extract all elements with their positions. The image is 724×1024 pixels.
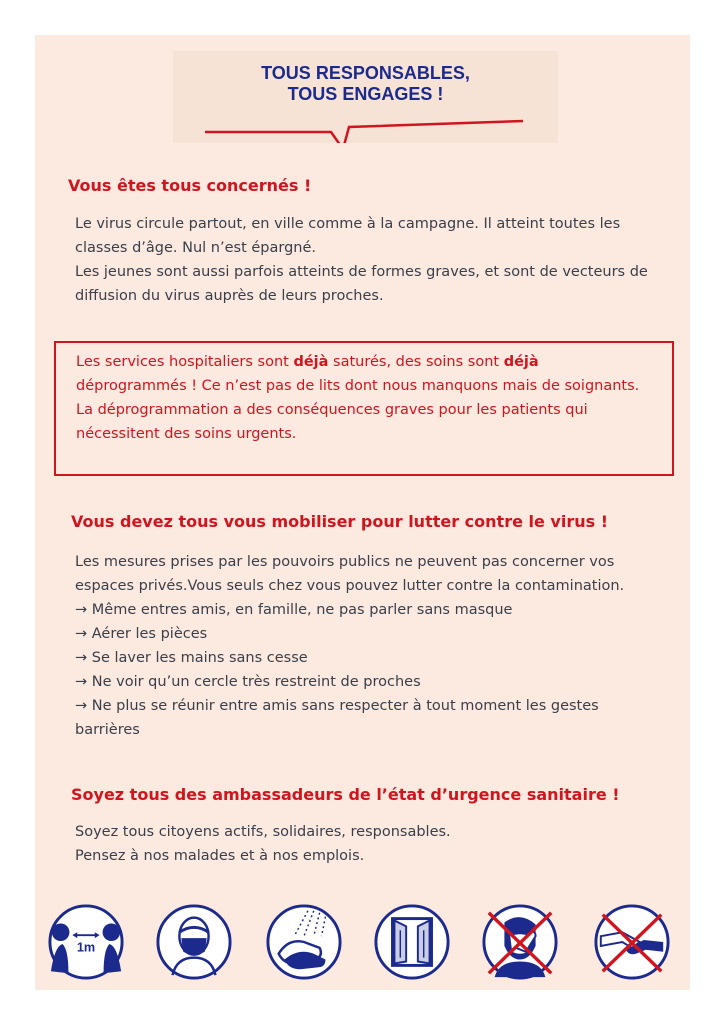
section-concerned-text bbox=[75, 212, 665, 308]
paragraph: Le virus circule partout, en ville comme à la campagne. Il atteint toutes les classes d’âge. Nul n’est épargné. bbox=[75, 216, 621, 256]
list-item: → Se laver les mains sans cesse bbox=[75, 650, 308, 666]
section-ambassadors-text bbox=[75, 820, 665, 868]
list-item: → Ne plus se réunir entre amis sans respecter à tout moment les gestes barrières bbox=[75, 698, 599, 738]
title-banner bbox=[173, 51, 558, 143]
paragraph: Soyez tous citoyens actifs, solidaires, responsables. bbox=[75, 824, 451, 840]
banner-title-line1: TOUS RESPONSABLES, bbox=[261, 63, 470, 83]
barrier-gestures-icons bbox=[47, 903, 682, 983]
paragraph: Pensez à nos malades et à nos emplois. bbox=[75, 848, 365, 864]
ventilate-icon bbox=[373, 903, 451, 981]
paragraph: Les mesures prises par les pouvoirs publics ne peuvent pas concerner vos espaces privés.Vous seuls chez vous pouvez lutter contre la contamination. bbox=[75, 554, 625, 594]
heading-mobilise: Vous devez tous vous mobiliser pour lutter contre le virus ! bbox=[71, 512, 608, 531]
alert-paragraph: La déprogrammation a des conséquences graves pour les patients qui nécessitent des soins urgents. bbox=[76, 402, 588, 442]
distance-icon bbox=[47, 903, 125, 981]
heading-ambassadors: Soyez tous des ambassadeurs de l’état d’urgence sanitaire ! bbox=[71, 785, 620, 804]
alert-paragraph: Les services hospitaliers sont déjà saturés, des soins sont déjà déprogrammés ! Ce n’est pas de lits dont nous manquons mais de soignants. bbox=[76, 354, 640, 394]
speech-bubble-icon bbox=[173, 51, 558, 143]
no-handshake-icon bbox=[593, 903, 671, 981]
poster bbox=[35, 35, 690, 990]
paragraph: Les jeunes sont aussi parfois atteints de formes graves, et sont de vecteurs de diffusion du virus auprès de leurs proches. bbox=[75, 264, 648, 304]
handwash-icon bbox=[265, 903, 343, 981]
no-face-touch-icon bbox=[481, 903, 559, 981]
measures-list bbox=[75, 598, 665, 742]
heading-concerned: Vous êtes tous concernés ! bbox=[68, 176, 312, 195]
distance-label: 1m bbox=[76, 940, 96, 955]
list-item: → Ne voir qu’un cercle très restreint de proches bbox=[75, 674, 421, 690]
mask-icon bbox=[155, 903, 233, 981]
list-item: → Même entres amis, en famille, ne pas parler sans masque bbox=[75, 602, 513, 618]
section-mobilise-text bbox=[75, 550, 665, 742]
list-item: → Aérer les pièces bbox=[75, 626, 208, 642]
banner-title-line2: TOUS ENGAGES ! bbox=[287, 84, 444, 104]
alert-box bbox=[54, 341, 674, 476]
